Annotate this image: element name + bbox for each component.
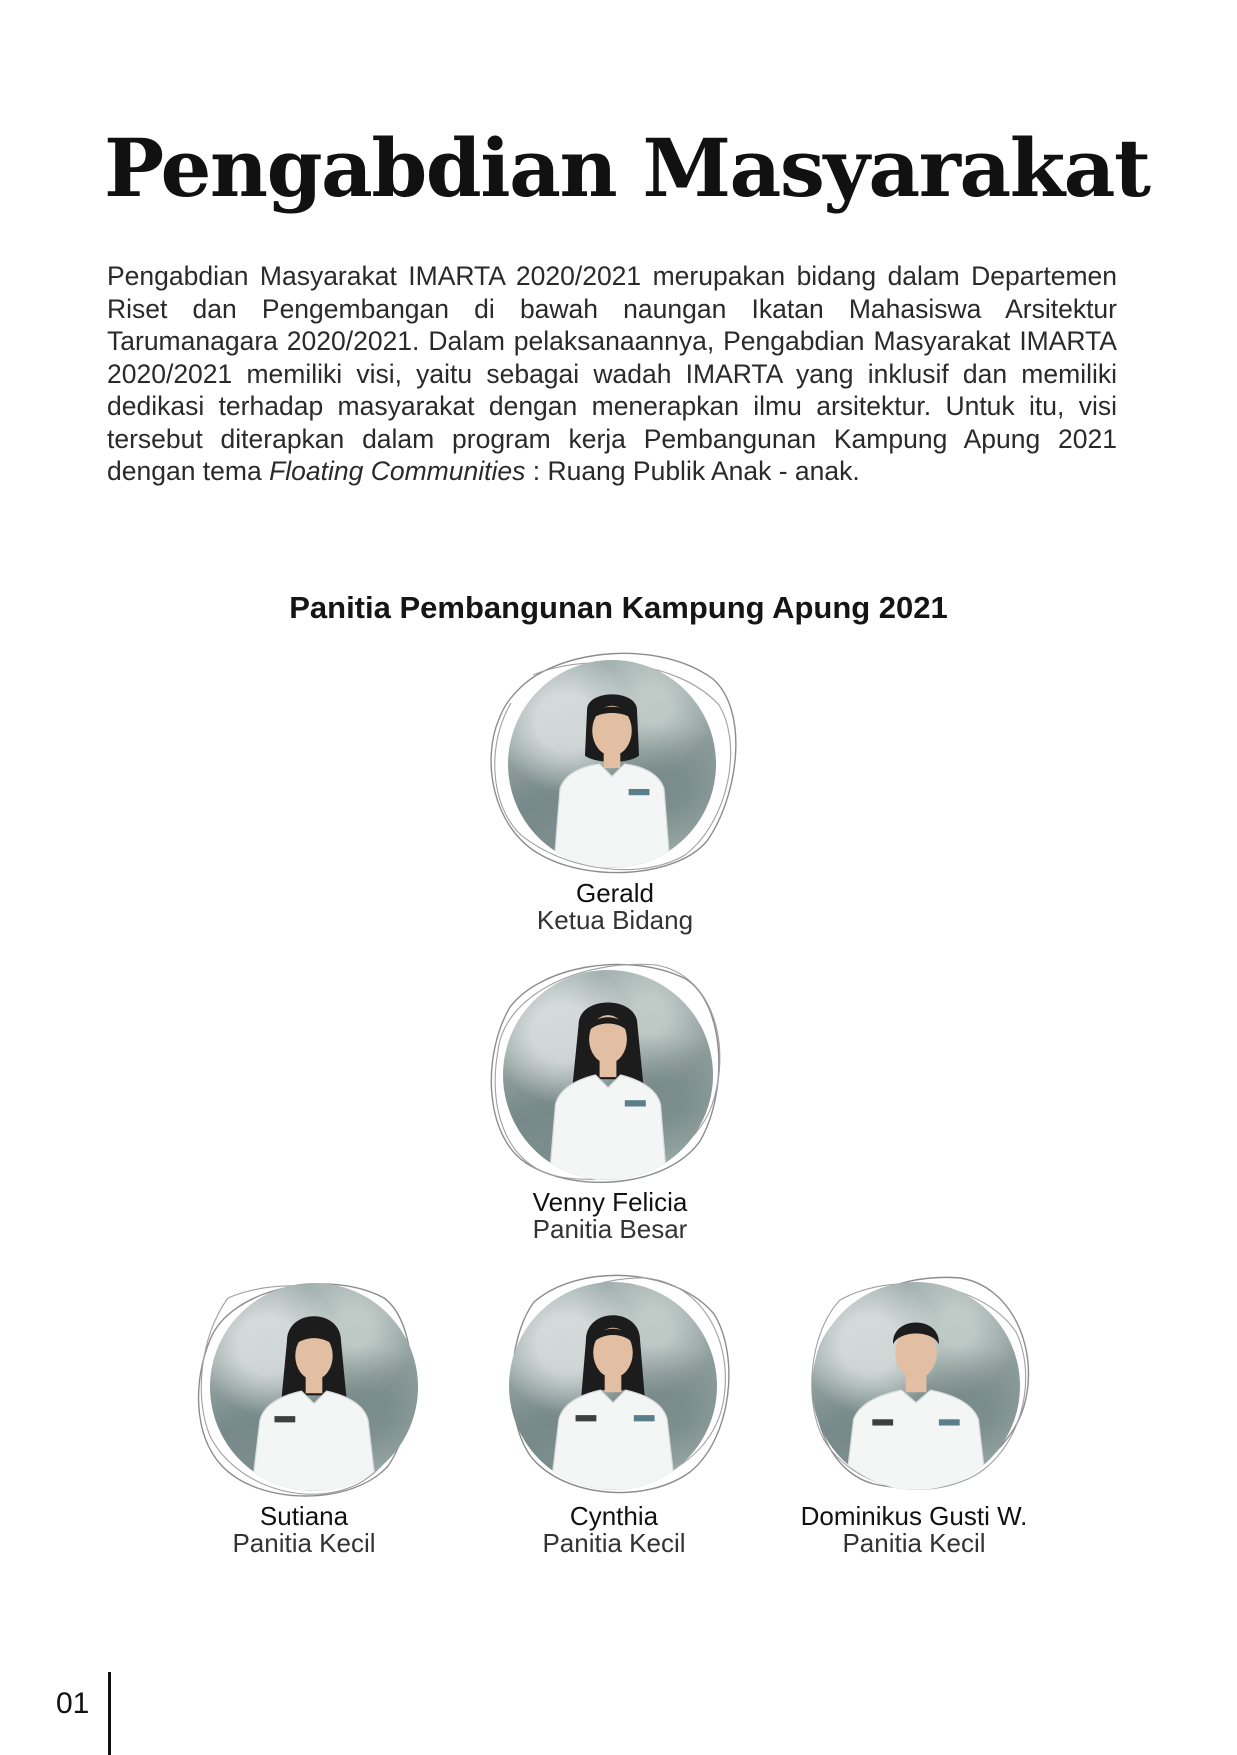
intro-paragraph (107, 260, 1117, 488)
member-card-venny-felicia (450, 955, 770, 1247)
member-name: Dominikus Gusti W. (800, 1501, 1028, 1531)
member-card-cynthia (454, 1266, 774, 1558)
intro-text: Pengabdian Masyarakat IMARTA 2020/2021 merupakan bidang dalam Departemen Riset dan Pengembangan di bawah naungan Ikatan Mahasiswa Arsitektur Tarumanagara 2020/2021. Dalam pelaksanaannya, Pengabdian Masyarakat IMARTA 2020/2021 memiliki visi, yaitu sebagai wadah IMARTA yang inklusif dan memiliki dedikasi terhadap masyarakat dengan menerapkan ilmu arsitektur. Untuk itu, visi tersebut diterapkan dalam program kerja Pembangunan Kampung Apung 2021 dengan tema (107, 261, 1117, 486)
page-divider-line (108, 1672, 111, 1755)
page-number: 01 (56, 1687, 90, 1720)
member-card-dominikus-gusti (754, 1268, 1074, 1558)
person-silhouette (509, 1282, 717, 1490)
member-role: Panitia Besar (532, 1214, 688, 1244)
member-role: Ketua Bidang (536, 905, 694, 935)
portrait-photo (509, 1282, 717, 1490)
person-silhouette (210, 1283, 418, 1491)
person-silhouette (503, 970, 713, 1180)
member-name: Cynthia (569, 1501, 659, 1531)
member-role: Panitia Kecil (232, 1528, 376, 1558)
portrait-photo (508, 660, 716, 868)
member-card-sutiana (144, 1268, 464, 1558)
intro-text-end: : Ruang Publik Anak - anak. (525, 456, 860, 486)
page-title: Pengabdian Masyarakat (104, 121, 1150, 215)
portrait-photo (210, 1283, 418, 1491)
portrait-photo (812, 1282, 1020, 1490)
portrait-photo (503, 970, 713, 1180)
member-name: Venny Felicia (532, 1187, 688, 1217)
intro-theme-italic: Floating Communities (269, 456, 526, 486)
member-name: Gerald (575, 878, 655, 908)
member-role: Panitia Kecil (842, 1528, 986, 1558)
member-name: Sutiana (259, 1501, 349, 1531)
person-silhouette (508, 660, 716, 868)
member-card-gerald (455, 645, 775, 935)
committee-heading: Panitia Pembangunan Kampung Apung 2021 (289, 590, 948, 625)
member-role: Panitia Kecil (542, 1528, 686, 1558)
person-silhouette (812, 1282, 1020, 1490)
